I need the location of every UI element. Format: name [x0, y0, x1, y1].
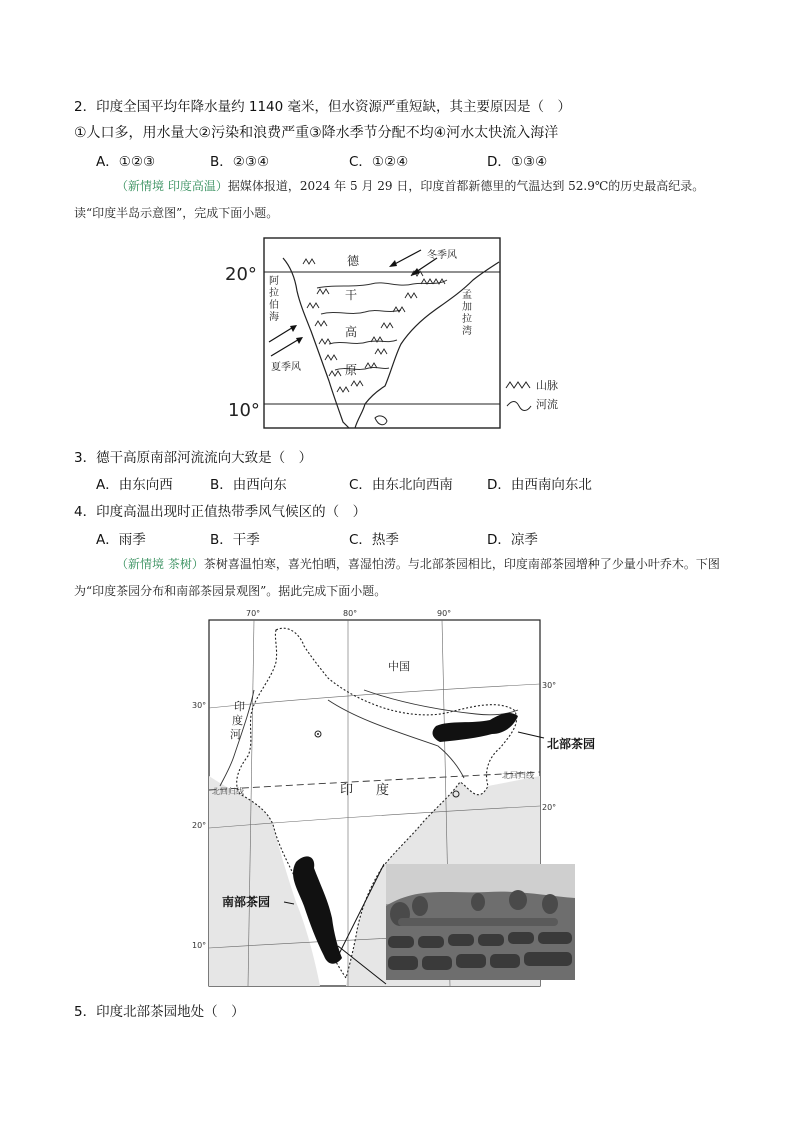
- q4-option-d[interactable]: D．凉季: [487, 532, 538, 548]
- intro-tea-text: 茶树喜温怕寒，喜光怕晒，喜湿怕涝。与北部茶园相比，印度南部茶园增种了少量小叶乔木。下图为“印度茶园分布和南部茶园景观图”。据此完成下面小题。: [74, 557, 720, 598]
- legend-river-label: 河流: [536, 398, 558, 411]
- arabian-sea-char-3: 伯: [269, 300, 279, 311]
- bengal-bay-char-4: 湾: [462, 326, 472, 337]
- arabian-sea-char-4: 海: [269, 312, 279, 323]
- q3-option-a[interactable]: A．由东向西: [96, 477, 173, 493]
- lat-20-left: 20°: [192, 821, 207, 830]
- winter-monsoon-label: 冬季风: [427, 250, 457, 261]
- lat-30-right: 30°: [542, 681, 557, 690]
- lat-30-left: 30°: [192, 701, 207, 710]
- label-de: 德: [347, 254, 360, 268]
- india-label-2: 度: [376, 783, 390, 798]
- q3-option-b[interactable]: B．由西向东: [210, 477, 287, 493]
- intro-heatwave-text: 据媒体报道，2024 年 5 月 29 日，印度首都新德里的气温达到 52.9℃的历史最高纪录。读“印度半岛示意图”，完成下面小题。: [74, 179, 705, 220]
- indus-label-3: 河: [230, 728, 241, 741]
- lon-90-label: 90°: [437, 609, 452, 618]
- q4-option-c[interactable]: C．热季: [349, 532, 399, 548]
- south-tea-garden-label: 南部茶园: [222, 895, 271, 909]
- lon-70-label: 70°: [246, 609, 261, 618]
- lon-80-label: 80°: [343, 609, 358, 618]
- q3-stem: 3．德干高原南部河流流向大致是（ ）: [74, 450, 313, 466]
- intro-heatwave: [74, 173, 724, 227]
- intro-heatwave-tag: （新情境 印度高温）: [116, 179, 228, 193]
- china-label: 中国: [388, 660, 410, 673]
- bengal-bay-char-3: 拉: [462, 314, 472, 325]
- q5-stem: 5．印度北部茶园地处（ ）: [74, 1004, 245, 1020]
- arabian-sea-char-2: 拉: [269, 288, 279, 299]
- arabian-sea-char-1: 阿: [269, 276, 279, 287]
- india-tea-map: [188, 606, 608, 988]
- label-gao: 高: [345, 325, 358, 339]
- lat-20-label: 20°: [225, 264, 257, 285]
- south-tea-garden-photo: [386, 864, 575, 980]
- tropic-left-label: 北回归线: [212, 787, 244, 796]
- bengal-bay-char-2: 加: [462, 302, 472, 313]
- indus-label-2: 度: [232, 714, 243, 727]
- lat-10-left: 10°: [192, 941, 207, 950]
- legend-mountain-label: 山脉: [536, 379, 558, 392]
- q2-option-a[interactable]: A．①②③: [96, 154, 156, 170]
- q2-stem: 2．印度全国平均年降水量约 1140 毫米，但水资源严重短缺，其主要原因是（ ）: [74, 99, 572, 115]
- q2-option-d[interactable]: D．①③④: [487, 154, 548, 170]
- q2-option-c[interactable]: C．①②④: [349, 154, 409, 170]
- intro-tea-tag: （新情境 茶树）: [116, 557, 204, 571]
- north-tea-garden-label: 北部茶园: [547, 737, 596, 751]
- q4-option-a[interactable]: A．雨季: [96, 532, 146, 548]
- lat-10-label: 10°: [228, 400, 260, 421]
- lat-20-right: 20°: [542, 803, 557, 812]
- legend-river-icon: [507, 402, 531, 411]
- q2-option-b[interactable]: B．②③④: [210, 154, 270, 170]
- q2-statements: ①人口多，用水量大②污染和浪费严重③降水季节分配不均④河水太快流入海洋: [74, 125, 559, 141]
- bengal-bay-char-1: 孟: [462, 290, 472, 301]
- label-yuan: 原: [345, 363, 358, 377]
- intro-tea: [74, 551, 724, 605]
- q4-stem: 4．印度高温出现时正值热带季风气候区的（ ）: [74, 504, 367, 520]
- india-peninsula-map: [225, 236, 605, 432]
- tropic-right-label: 北回归线: [502, 771, 534, 780]
- label-gan: 干: [345, 288, 358, 302]
- q3-option-c[interactable]: C．由东北向西南: [349, 477, 453, 493]
- q3-option-d[interactable]: D．由西南向东北: [487, 477, 592, 493]
- summer-monsoon-label: 夏季风: [271, 362, 301, 373]
- india-label-1: 印: [340, 783, 354, 798]
- legend-mountain-icon: [506, 382, 530, 388]
- q4-option-b[interactable]: B．干季: [210, 532, 260, 548]
- indus-label-1: 印: [234, 700, 245, 713]
